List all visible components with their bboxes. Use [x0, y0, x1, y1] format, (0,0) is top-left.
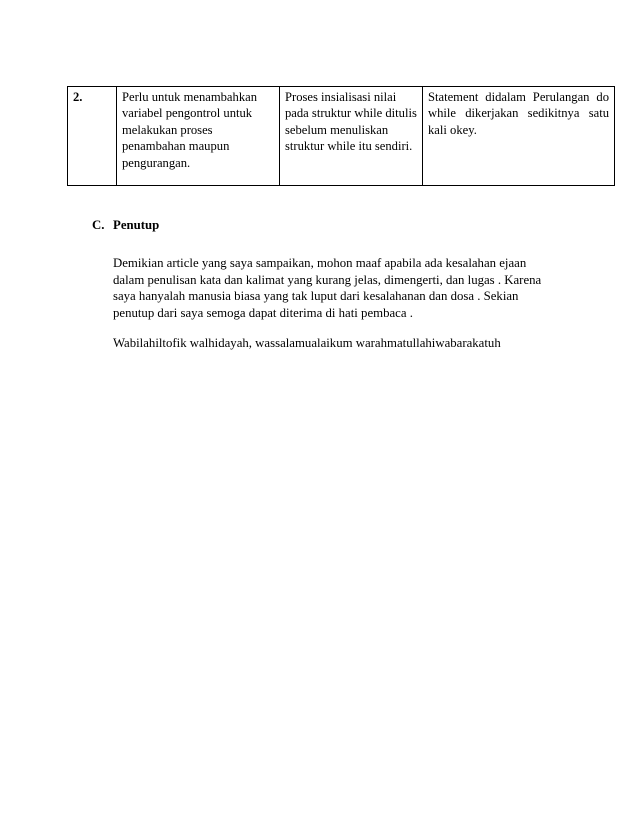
section-title: Penutup: [113, 218, 160, 232]
table-cell: Statement didalam Perulangan do while dikerjakan sedikitnya satu kali okey.: [423, 87, 615, 186]
closing-section: [92, 217, 572, 352]
table-cell: Perlu untuk menambahkan variabel pengontrol untuk melakukan proses penambahan maupun pengurangan.: [117, 87, 280, 186]
table-row: [68, 87, 615, 186]
comparison-table: [67, 86, 615, 186]
closing-paragraph: Demikian article yang saya sampaikan, mohon maaf apabila ada kesalahan ejaan dalam penulisan kata dan kalimat yang kurang jelas, dimengerti, dan lugas . Karena saya hanyalah manusia biasa yang tak luput dari kesalahanan dan dosa . Sekian penutup dari saya semoga dapat diterima di hati pembaca .: [113, 256, 542, 320]
table-cell: Proses insialisasi nilai pada struktur while ditulis sebelum menuliskan struktur while itu sendiri.: [280, 87, 423, 186]
section-heading: [92, 217, 572, 233]
row-number-cell: 2.: [68, 87, 117, 186]
closing-greeting: Wabilahiltofik walhidayah, wassalamualaikum warahmatullahiwabarakatuh: [113, 336, 501, 350]
section-label: C.: [92, 218, 105, 232]
